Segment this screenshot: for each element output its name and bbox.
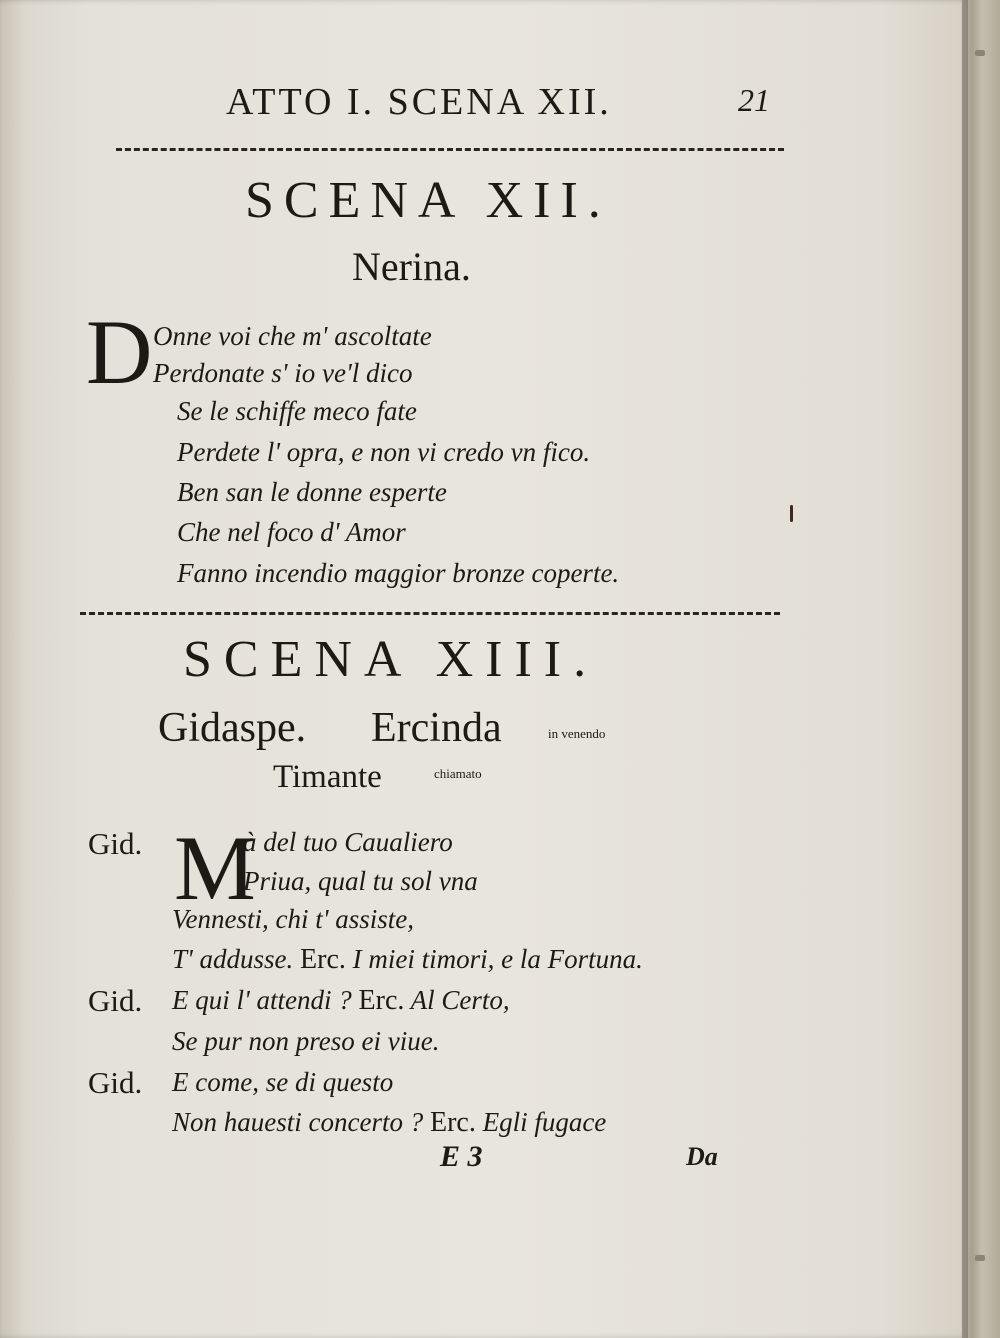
scene-12-character: Nerina. bbox=[352, 244, 471, 289]
verse-segment: Non hauesti concerto ? bbox=[172, 1107, 424, 1137]
speaker-label: Gid. bbox=[88, 983, 143, 1018]
scene-13-heading: SCENA XIII. bbox=[183, 631, 599, 688]
verse-line: Priua, qual tu sol vna bbox=[243, 866, 478, 896]
page-clip-top bbox=[975, 50, 985, 56]
page-number: 21 bbox=[738, 82, 770, 118]
running-title: ATTO I. SCENA XII. bbox=[226, 81, 612, 123]
speaker-label: Erc. bbox=[358, 985, 405, 1016]
verse-line: Fanno incendio maggior bronze coperte. bbox=[177, 558, 620, 588]
verse-line: E come, se di questo bbox=[172, 1067, 394, 1097]
page-gutter-shadow bbox=[962, 0, 968, 1338]
verse-line bbox=[172, 985, 510, 1017]
verse-line: Se le schiffe meco fate bbox=[177, 396, 417, 426]
stage-direction: in venendo bbox=[548, 726, 606, 741]
scene-divider-rule bbox=[80, 612, 780, 615]
scene-13-dropcap: M bbox=[174, 817, 256, 919]
speaker-label: Gid. bbox=[88, 826, 143, 861]
verse-line: Se pur non preso ei viue. bbox=[172, 1026, 440, 1056]
header-rule bbox=[116, 148, 784, 151]
scene-12-heading: SCENA XII. bbox=[245, 172, 611, 229]
verse-segment: E qui l' attendi ? bbox=[172, 985, 352, 1015]
verse-segment: Al Certo, bbox=[410, 985, 510, 1015]
speaker-label: Erc. bbox=[429, 1107, 476, 1138]
verse-line bbox=[172, 944, 643, 976]
verse-segment: I miei timori, e la Fortuna. bbox=[352, 944, 643, 974]
scene-12-dropcap: D bbox=[86, 301, 153, 403]
stage-direction: chiamato bbox=[434, 766, 482, 781]
character-ercinda: Ercinda bbox=[371, 705, 502, 751]
verse-line: Ben san le donne esperte bbox=[177, 477, 447, 507]
verse-segment: T' addusse. bbox=[172, 944, 294, 974]
catchword: Da bbox=[686, 1142, 718, 1171]
signature-mark: E 3 bbox=[440, 1140, 483, 1173]
verse-line: Vennesti, chi t' assiste, bbox=[172, 904, 414, 934]
verse-line: Onne voi che m' ascoltate bbox=[153, 321, 432, 351]
verse-line: Perdonate s' io ve'l dico bbox=[153, 358, 413, 388]
speaker-label: Erc. bbox=[300, 944, 346, 975]
verse-segment: Egli fugace bbox=[482, 1107, 607, 1137]
character-timante: Timante bbox=[273, 759, 382, 795]
verse-line: Perdete l' opra, e non vi credo vn fico. bbox=[177, 437, 591, 467]
character-gidaspe: Gidaspe. bbox=[158, 705, 307, 751]
page-clip-bottom bbox=[975, 1255, 985, 1261]
speaker-label: Gid. bbox=[88, 1065, 143, 1100]
ink-mark bbox=[790, 505, 793, 522]
verse-line bbox=[172, 1107, 606, 1139]
verse-line: à del tuo Caualiero bbox=[243, 827, 453, 857]
verse-line: Che nel foco d' Amor bbox=[177, 517, 406, 547]
